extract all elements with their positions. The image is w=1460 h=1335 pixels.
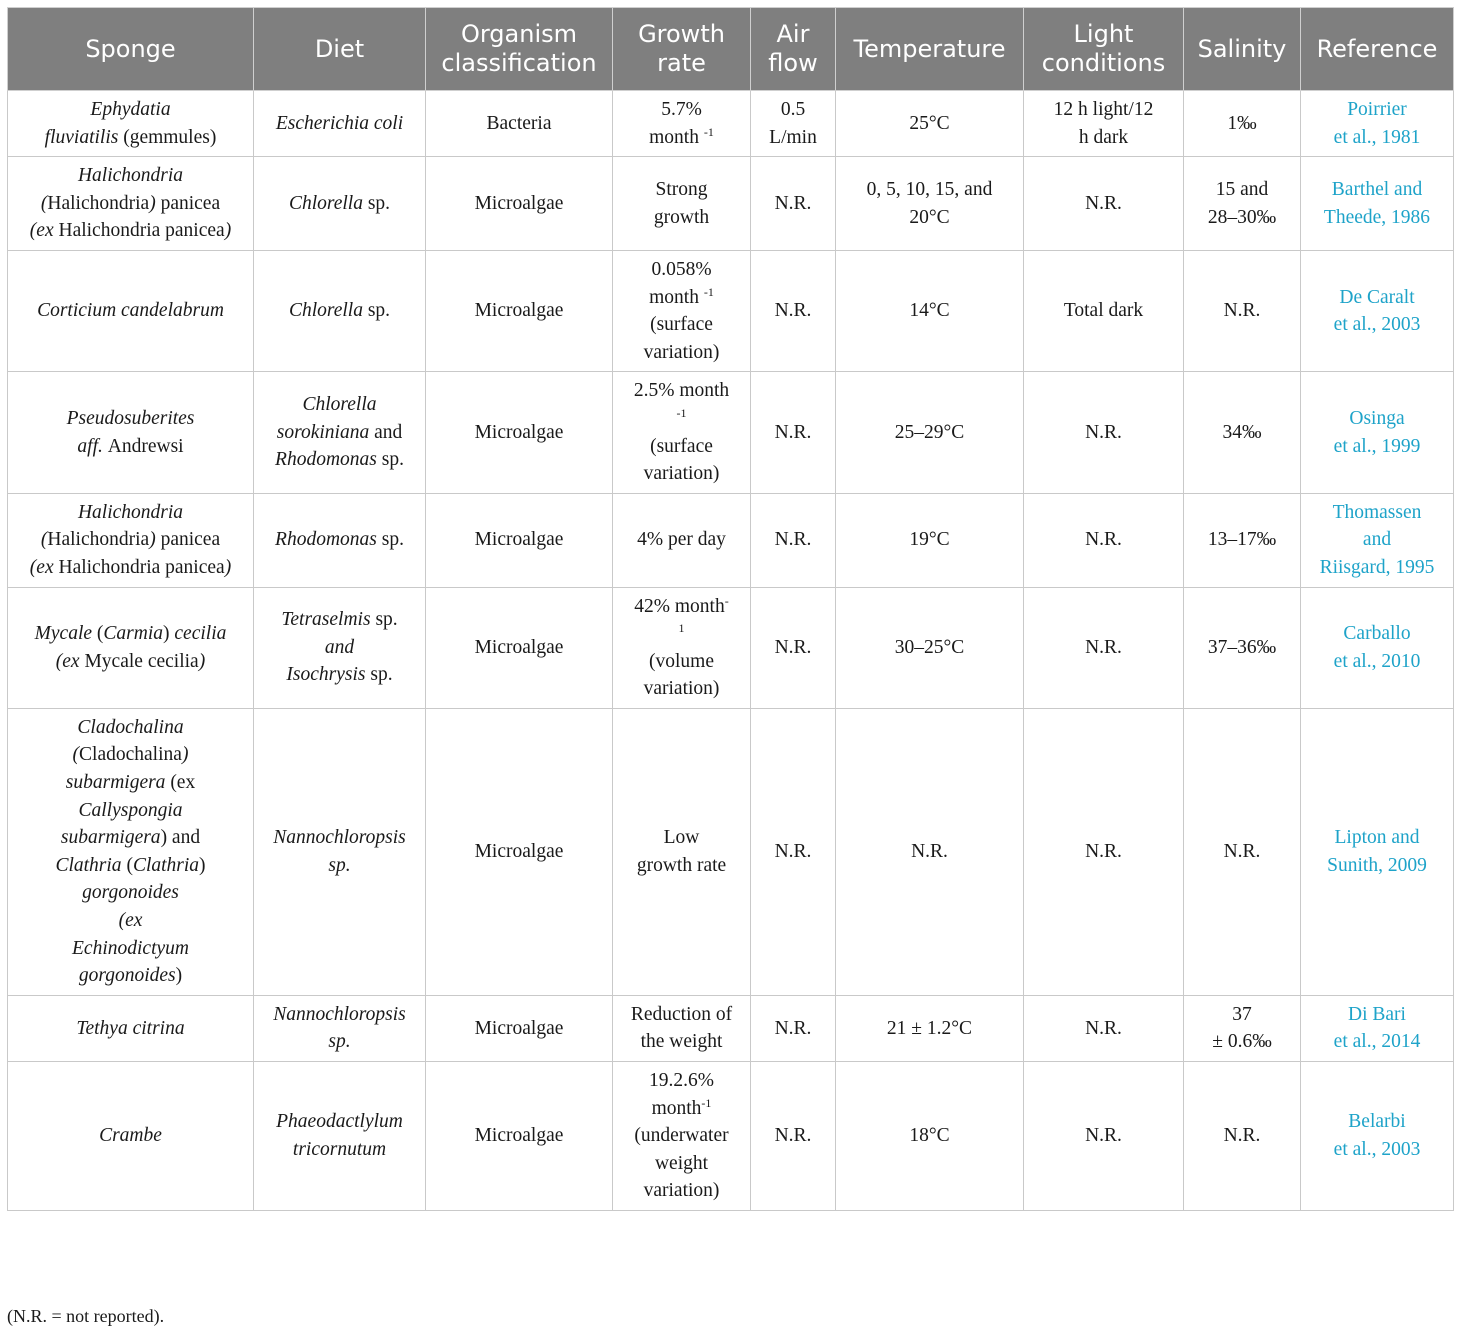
cell-text: N.R. (1085, 841, 1122, 863)
cell-reference[interactable] (1301, 493, 1454, 587)
table-container (7, 7, 1453, 1211)
table-row (8, 493, 1454, 587)
table-row (8, 587, 1454, 708)
cell-text: -1 (703, 284, 714, 299)
cell-text: (surface (650, 435, 713, 457)
cell-text: et al., 2003 (1333, 1138, 1421, 1160)
header-label-line: Diet (314, 34, 365, 63)
cell-text: N.R. (774, 192, 812, 214)
cell-air-flow (751, 91, 836, 157)
cell-air-flow (751, 250, 836, 371)
table-row (8, 91, 1454, 157)
cell-organism-classification (426, 157, 613, 251)
cell-text: sp. (362, 300, 391, 322)
cell-text: et al., 1999 (1333, 435, 1421, 457)
cell-text: (volume (649, 650, 714, 672)
header-sponge (8, 8, 254, 91)
cell-growth-rate (613, 372, 751, 493)
cell-text: 0.058% (651, 258, 712, 280)
header-label-line: classification (441, 49, 597, 77)
cell-text: N.R. (911, 841, 948, 863)
cell-text: 15 and (1215, 178, 1269, 200)
cell-text: Rhodomonas (275, 449, 377, 471)
cell-salinity (1184, 995, 1301, 1061)
cell-diet (254, 250, 426, 371)
cell-text: cecilia (174, 623, 227, 645)
cell-text: tricornutum (292, 1138, 387, 1160)
cell-text: Di Bari (1348, 1003, 1406, 1025)
cell-sponge (8, 1062, 254, 1211)
cell-text: 12 h light/12 (1053, 99, 1154, 120)
cell-text: Tethya citrina (76, 1017, 185, 1039)
cell-text: ) (149, 192, 161, 214)
cell-text: 25–29°C (894, 421, 965, 443)
header-label-line: flow (768, 49, 818, 77)
cell-organism-classification (426, 1062, 613, 1211)
header-light-conditions (1024, 8, 1184, 91)
cell-organism-classification (426, 372, 613, 493)
cell-text: (surface (650, 314, 713, 336)
cell-text: subarmigera (65, 772, 166, 794)
header-row (8, 8, 1454, 91)
cell-text: Phaeodactlylum (276, 1111, 403, 1133)
table-body (8, 91, 1454, 1211)
cell-text: 19°C (909, 529, 950, 551)
cell-text: N.R. (1223, 300, 1261, 322)
cell-text: sorokiniana (276, 421, 370, 443)
cell-text: 13–17‰ (1207, 529, 1277, 551)
header-label-line: Growth (638, 20, 725, 48)
cell-text: Microalgae (474, 841, 564, 863)
cell-text: De Caralt (1339, 286, 1415, 308)
cell-text: 19.2.6% (649, 1070, 714, 1091)
cell-text: - (724, 593, 729, 608)
cell-text: 14°C (909, 300, 950, 322)
cell-text: (gemmules) (118, 126, 217, 148)
cell-text: ) (224, 556, 232, 578)
cell-text: 34‰ (1222, 421, 1262, 443)
cell-text: 0, 5, 10, 15, and (866, 178, 993, 200)
cell-text: 4% per day (637, 529, 726, 551)
cell-text: Microalgae (474, 1125, 564, 1147)
cell-text: sp. (370, 609, 398, 631)
cell-reference[interactable] (1301, 250, 1454, 371)
cell-text: Rhodomonas (275, 529, 377, 551)
header-label-line: Light (1073, 20, 1134, 48)
cell-light-conditions (1024, 493, 1184, 587)
cell-light-conditions (1024, 587, 1184, 708)
header-organism-classification (426, 8, 613, 91)
cell-salinity (1184, 372, 1301, 493)
cell-text: panicea (160, 192, 221, 214)
cell-light-conditions (1024, 708, 1184, 995)
cell-growth-rate (613, 91, 751, 157)
cell-text: Tetraselmis (281, 609, 371, 631)
header-growth-rate (613, 8, 751, 91)
cell-text: ( (72, 744, 80, 766)
cell-light-conditions (1024, 157, 1184, 251)
cell-light-conditions (1024, 1062, 1184, 1211)
cell-text: Nannochloropsis (273, 827, 406, 849)
header-label-line: conditions (1041, 49, 1166, 77)
cell-text: Microalgae (474, 192, 564, 214)
header-air-flow (751, 8, 836, 91)
cell-text: weight (654, 1152, 709, 1174)
cell-temperature (836, 372, 1024, 493)
cell-text: Carballo (1343, 623, 1411, 645)
cell-reference[interactable] (1301, 995, 1454, 1061)
cell-text: Microalgae (474, 421, 564, 443)
table-row (8, 250, 1454, 371)
cell-text: sp. (365, 664, 393, 686)
cell-sponge (8, 91, 254, 157)
cell-text: Chlorella (288, 300, 363, 322)
cell-salinity (1184, 157, 1301, 251)
cell-text: (ex (55, 650, 85, 672)
cell-text: Nannochloropsis (273, 1003, 406, 1025)
cell-text: Osinga (1349, 407, 1405, 429)
cell-reference[interactable] (1301, 372, 1454, 493)
footnote: (N.R. = not reported). (7, 1306, 165, 1326)
cell-text: 25°C (909, 112, 950, 134)
cell-text: N.R. (774, 300, 812, 322)
cell-text: N.R. (774, 1125, 812, 1147)
cell-text: 28–30‰ (1207, 206, 1277, 228)
header-temperature (836, 8, 1024, 91)
cell-text: Strong (655, 178, 708, 200)
cell-text: sp. (328, 854, 351, 876)
cell-growth-rate (613, 1062, 751, 1211)
cell-text: ) and (160, 827, 201, 849)
cell-text: variation) (643, 678, 720, 700)
cell-text: Barthel and (1331, 178, 1423, 200)
cell-text: N.R. (1085, 192, 1122, 214)
cell-text: N.R. (1085, 1017, 1122, 1039)
cell-text: Halichondria (47, 529, 150, 551)
cell-text: N.R. (1085, 421, 1122, 443)
cell-growth-rate (613, 708, 751, 995)
cell-text: sp. (362, 192, 391, 214)
cell-text: sp. (328, 1031, 351, 1053)
cell-temperature (836, 995, 1024, 1061)
header-label-line: Reference (1316, 34, 1438, 63)
cell-growth-rate (613, 493, 751, 587)
cell-text: Microalgae (474, 529, 564, 551)
cell-diet (254, 493, 426, 587)
cell-temperature (836, 157, 1024, 251)
cell-text: Theede, 1986 (1323, 206, 1431, 228)
cell-text: Lipton and (1334, 827, 1420, 849)
cell-text: Carmia (103, 623, 164, 645)
cell-reference[interactable] (1301, 157, 1454, 251)
cell-text: 30–25°C (894, 636, 965, 658)
cell-air-flow (751, 587, 836, 708)
header-salinity (1184, 8, 1301, 91)
table-row (8, 1062, 1454, 1211)
cell-temperature (836, 1062, 1024, 1211)
cell-text: N.R. (774, 1017, 812, 1039)
header-label-line: Salinity (1197, 34, 1287, 63)
cell-text: Reduction of (630, 1003, 733, 1025)
cell-text: Clathria (55, 854, 122, 876)
cell-air-flow (751, 995, 836, 1061)
cell-text: N.R. (1085, 1125, 1122, 1147)
cell-text: Chlorella (302, 394, 377, 416)
cell-text: et al., 2014 (1333, 1031, 1421, 1053)
cell-light-conditions (1024, 372, 1184, 493)
cell-text: month (651, 1097, 702, 1119)
cell-text: (ex (165, 772, 196, 794)
cell-salinity (1184, 91, 1301, 157)
cell-sponge (8, 587, 254, 708)
cell-salinity (1184, 250, 1301, 371)
cell-text: Callyspongia (78, 799, 183, 821)
cell-text: month (649, 286, 704, 308)
cell-text: variation) (643, 1180, 720, 1202)
cell-text: Bacteria (486, 112, 552, 134)
cell-text: -1 (703, 124, 714, 139)
cell-organism-classification (426, 708, 613, 995)
header-reference (1301, 8, 1454, 91)
cell-text: sp. (376, 449, 404, 471)
cell-text: Cladochalina (79, 744, 182, 766)
cell-growth-rate (613, 995, 751, 1061)
cell-text: et al., 1981 (1333, 126, 1421, 148)
cell-text: Chlorella (288, 192, 363, 214)
cell-diet (254, 157, 426, 251)
cell-text: 1 (678, 621, 685, 636)
cell-text: 2.5% month (633, 380, 730, 402)
cell-organism-classification (426, 91, 613, 157)
cell-text: Microalgae (474, 1017, 564, 1039)
cell-sponge (8, 372, 254, 493)
table-row (8, 157, 1454, 251)
cell-text: N.R. (774, 421, 812, 443)
cell-text: 5.7% (661, 99, 702, 120)
cell-light-conditions (1024, 250, 1184, 371)
cell-temperature (836, 493, 1024, 587)
cell-growth-rate (613, 250, 751, 371)
cell-text: fluviatilis (44, 126, 119, 148)
cell-salinity (1184, 587, 1301, 708)
cell-text: ( (40, 529, 48, 551)
cell-text: N.R. (1085, 529, 1122, 551)
cell-light-conditions (1024, 91, 1184, 157)
cell-text: Halichondria (47, 192, 150, 214)
cell-text: 21 ± 1.2°C (886, 1017, 973, 1039)
cell-text: -1 (701, 1095, 712, 1110)
header-label-line: Organism (460, 20, 578, 48)
cell-reference[interactable] (1301, 708, 1454, 995)
cell-text: L/min (769, 126, 817, 148)
cell-salinity (1184, 708, 1301, 995)
cell-text: ( (92, 623, 104, 645)
cell-air-flow (751, 493, 836, 587)
cell-text: et al., 2010 (1333, 650, 1421, 672)
cell-text: 1‰ (1227, 112, 1257, 134)
cell-air-flow (751, 157, 836, 251)
cell-text: Echinodictyum (72, 937, 189, 959)
header-label-line: rate (657, 49, 706, 77)
cell-text: Microalgae (474, 300, 564, 322)
cell-text: and (324, 636, 355, 658)
cell-diet (254, 372, 426, 493)
cell-text: 42% month (634, 595, 725, 617)
cell-text: Sunith, 2009 (1327, 854, 1427, 876)
cell-text: Pseudosuberites (66, 407, 195, 429)
cell-diet (254, 708, 426, 995)
cell-text: ) (199, 854, 206, 876)
cell-text: ) (181, 744, 189, 766)
cell-text: (ex (29, 556, 59, 578)
table-row (8, 995, 1454, 1061)
table-row (8, 708, 1454, 995)
cell-text: Isochrysis (286, 664, 366, 686)
cell-text: et al., 2003 (1333, 314, 1421, 336)
cell-text: Crambe (99, 1125, 162, 1147)
cell-growth-rate (613, 157, 751, 251)
cell-temperature (836, 587, 1024, 708)
cell-text: N.R. (1223, 841, 1261, 863)
cell-text: variation) (643, 463, 720, 485)
cell-text: (ex (118, 910, 143, 932)
cell-text: Andrewsi (107, 435, 184, 457)
header-label-line: Sponge (85, 34, 176, 63)
cell-sponge (8, 995, 254, 1061)
cell-text: Riisgard, 1995 (1319, 556, 1435, 578)
cell-text: 0.5 (780, 99, 806, 120)
cell-reference[interactable] (1301, 587, 1454, 708)
cell-text: Halichondria panicea (58, 220, 225, 242)
cell-text: ( (40, 192, 48, 214)
cell-text: ) (224, 220, 232, 242)
cell-reference[interactable] (1301, 1062, 1454, 1211)
cell-text: Cladochalina (77, 716, 184, 738)
cell-sponge (8, 157, 254, 251)
cell-diet (254, 1062, 426, 1211)
cell-temperature (836, 250, 1024, 371)
cell-text: 37–36‰ (1207, 636, 1277, 658)
cell-text: growth (653, 206, 710, 228)
sponge-diet-table (7, 7, 1454, 1211)
cell-text: month (649, 126, 704, 148)
cell-text: sp. (376, 529, 404, 551)
cell-text: panicea (160, 529, 221, 551)
cell-text: Clathria (132, 854, 200, 876)
cell-text: Mycale (34, 623, 93, 645)
cell-diet (254, 587, 426, 708)
cell-text: the weight (640, 1031, 723, 1053)
cell-text: N.R. (1085, 636, 1122, 658)
cell-text: subarmigera (60, 827, 161, 849)
cell-text: gorgonoides (78, 965, 176, 987)
cell-text: Halichondria panicea (58, 556, 225, 578)
cell-text: ( (121, 854, 133, 876)
cell-salinity (1184, 1062, 1301, 1211)
cell-text: ± 0.6‰ (1212, 1031, 1272, 1053)
cell-text: N.R. (1223, 1125, 1261, 1147)
table-row (8, 372, 1454, 493)
cell-text: (ex (29, 220, 59, 242)
cell-light-conditions (1024, 995, 1184, 1061)
cell-text: h dark (1078, 126, 1129, 148)
cell-text: Escherichia coli (275, 112, 404, 134)
cell-text: ) (149, 529, 161, 551)
cell-text: gorgonoides (82, 882, 179, 904)
cell-organism-classification (426, 995, 613, 1061)
cell-text: Thomassen (1332, 501, 1422, 523)
cell-sponge (8, 493, 254, 587)
cell-diet (254, 91, 426, 157)
cell-text: growth rate (636, 854, 727, 876)
cell-organism-classification (426, 250, 613, 371)
cell-text: ) (198, 650, 206, 672)
cell-text: Poirrier (1347, 99, 1407, 120)
cell-sponge (8, 250, 254, 371)
cell-text: and (1362, 529, 1392, 551)
cell-text: ) (175, 965, 183, 987)
cell-diet (254, 995, 426, 1061)
cell-air-flow (751, 1062, 836, 1211)
cell-temperature (836, 91, 1024, 157)
cell-text: N.R. (774, 529, 812, 551)
cell-text: ) (163, 623, 175, 645)
cell-text: and (369, 421, 403, 443)
cell-text: Low (663, 827, 700, 849)
cell-sponge (8, 708, 254, 995)
cell-text: -1 (676, 405, 687, 420)
cell-text: Ephydatia (90, 99, 171, 120)
cell-text: Belarbi (1348, 1111, 1406, 1133)
cell-growth-rate (613, 587, 751, 708)
cell-text: Total dark (1063, 300, 1144, 322)
cell-text: N.R. (774, 841, 812, 863)
cell-text: variation) (643, 341, 720, 363)
cell-text: Halichondria (77, 501, 184, 523)
cell-organism-classification (426, 493, 613, 587)
header-diet (254, 8, 426, 91)
cell-text: Halichondria (77, 165, 184, 187)
cell-text: Corticium candelabrum (37, 300, 224, 322)
header-label-line: Air (776, 20, 810, 48)
cell-organism-classification (426, 587, 613, 708)
header-label-line: Temperature (853, 34, 1006, 63)
cell-air-flow (751, 372, 836, 493)
cell-air-flow (751, 708, 836, 995)
cell-text: 18°C (909, 1125, 950, 1147)
cell-salinity (1184, 493, 1301, 587)
cell-text: 20°C (909, 206, 950, 228)
cell-text: Microalgae (474, 636, 564, 658)
cell-reference[interactable] (1301, 91, 1454, 157)
cell-text: 37 (1232, 1003, 1252, 1025)
cell-text: aff. (77, 435, 108, 457)
cell-text: N.R. (774, 636, 812, 658)
cell-text: (underwater (634, 1125, 729, 1147)
cell-temperature (836, 708, 1024, 995)
cell-text: Mycale cecilia (84, 650, 199, 672)
